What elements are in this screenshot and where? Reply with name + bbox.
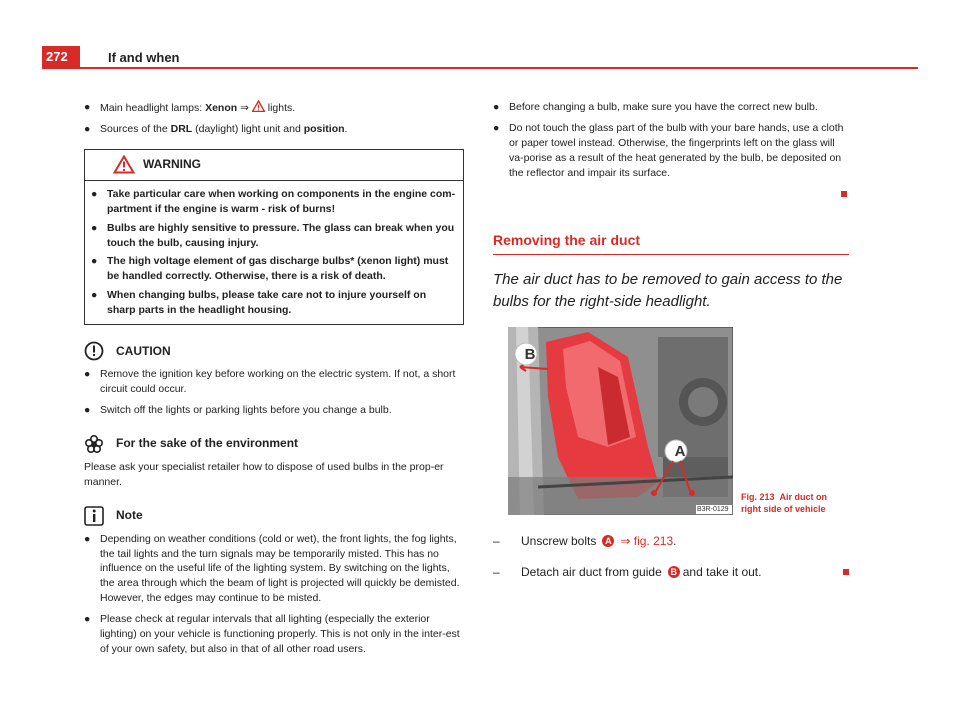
right-column	[493, 100, 849, 581]
step-item: – Detach air duct from guide B and take it out.	[493, 564, 849, 581]
callout-a: A	[602, 535, 614, 547]
list-item: ● Sources of the DRL (daylight) light unit and position.	[84, 122, 348, 135]
figure-label-b: B	[524, 345, 536, 363]
warning-title: WARNING	[143, 157, 201, 172]
list-item: ● Main headlight lamps: Xenon ⇒ lights.	[84, 101, 296, 114]
left-column	[84, 100, 464, 663]
environment-text: Please ask your specialist retailer how to dispose of used bulbs in the prop-er manner.	[84, 460, 444, 488]
warning-item: ● Take particular care when working on components in the engine com-partment if the engine is warm - risk of burns!	[91, 187, 456, 215]
figure-reference-link[interactable]: ⇒ fig. 213	[620, 533, 674, 548]
warning-header	[85, 150, 463, 181]
header-rule	[42, 67, 918, 69]
chapter-title: If and when	[108, 50, 180, 65]
note-title: Note	[116, 508, 143, 523]
warning-triangle-icon	[252, 100, 265, 112]
section-intro: The air duct has to be removed to gain access to the bulbs for the right-side headlight.	[493, 271, 843, 311]
caution-icon	[84, 341, 104, 361]
note-header	[84, 506, 464, 526]
caution-header	[84, 341, 464, 361]
list-item: ● Before changing a bulb, make sure you have the correct new bulb.	[493, 101, 818, 113]
page-number: 272	[42, 46, 80, 68]
figure-caption: Fig. 213 Air duct on right side of vehicle	[741, 492, 828, 515]
note-item: ● Please check at regular intervals that all lighting (especially the exterior lighting) on your vehicle is functioning properly. This is not only in the inter-est of your own safety, but also in that of all other road users.	[84, 613, 460, 655]
step-item: – Unscrew bolts A ⇒ fig. 213 .	[493, 533, 849, 550]
reference-arrow: ⇒	[240, 102, 249, 114]
figure	[493, 327, 849, 517]
warning-item: ● The high voltage element of gas discharge bulbs* (xenon light) must be handled correctly. Otherwise, there is a risk of death.	[91, 255, 449, 283]
figure-label-a: A	[674, 442, 686, 460]
caution-item: ● Switch off the lights or parking lights before you change a bulb.	[84, 403, 392, 416]
end-marker	[843, 569, 849, 575]
environment-header	[84, 434, 464, 454]
warning-box	[84, 149, 464, 325]
info-icon	[84, 506, 104, 526]
environment-title: For the sake of the environment	[116, 436, 299, 451]
warning-item: ● When changing bulbs, please take care not to injure yourself on sharp parts in the headlight housing.	[91, 289, 427, 317]
figure-image	[508, 327, 733, 515]
caution-item: ● Remove the ignition key before working on the electric system. If not, a short circuit could occur.	[84, 368, 456, 395]
callout-b: B	[668, 566, 680, 578]
section-title: Removing the air duct	[493, 231, 849, 255]
caution-title: CAUTION	[116, 343, 171, 358]
warning-item: ● Bulbs are highly sensitive to pressure. The glass can break when you touch the bulb, causing injury.	[91, 221, 455, 249]
figure-image-code: B3R-0129	[697, 505, 729, 513]
list-item: ● Do not touch the glass part of the bulb with your bare hands, use a cloth or paper towel instead. Otherwise, the fingerprints left on the glass will va-porise as a result of the heat generated by the bulb, be deposited on the reflector and impair its surface.	[493, 121, 844, 179]
warning-triangle-icon	[113, 155, 135, 174]
flower-icon	[84, 434, 104, 454]
end-marker	[841, 191, 847, 197]
note-item: ● Depending on weather conditions (cold or wet), the front lights, the fog lights, the tail lights and the turn signals may be temporarily misted. This has no influence on the useful life of the lighting system. By switching on the lights, the area through which the beam of light is projected will quickly be demisted. However, the edges may continue to be misted.	[84, 532, 460, 605]
